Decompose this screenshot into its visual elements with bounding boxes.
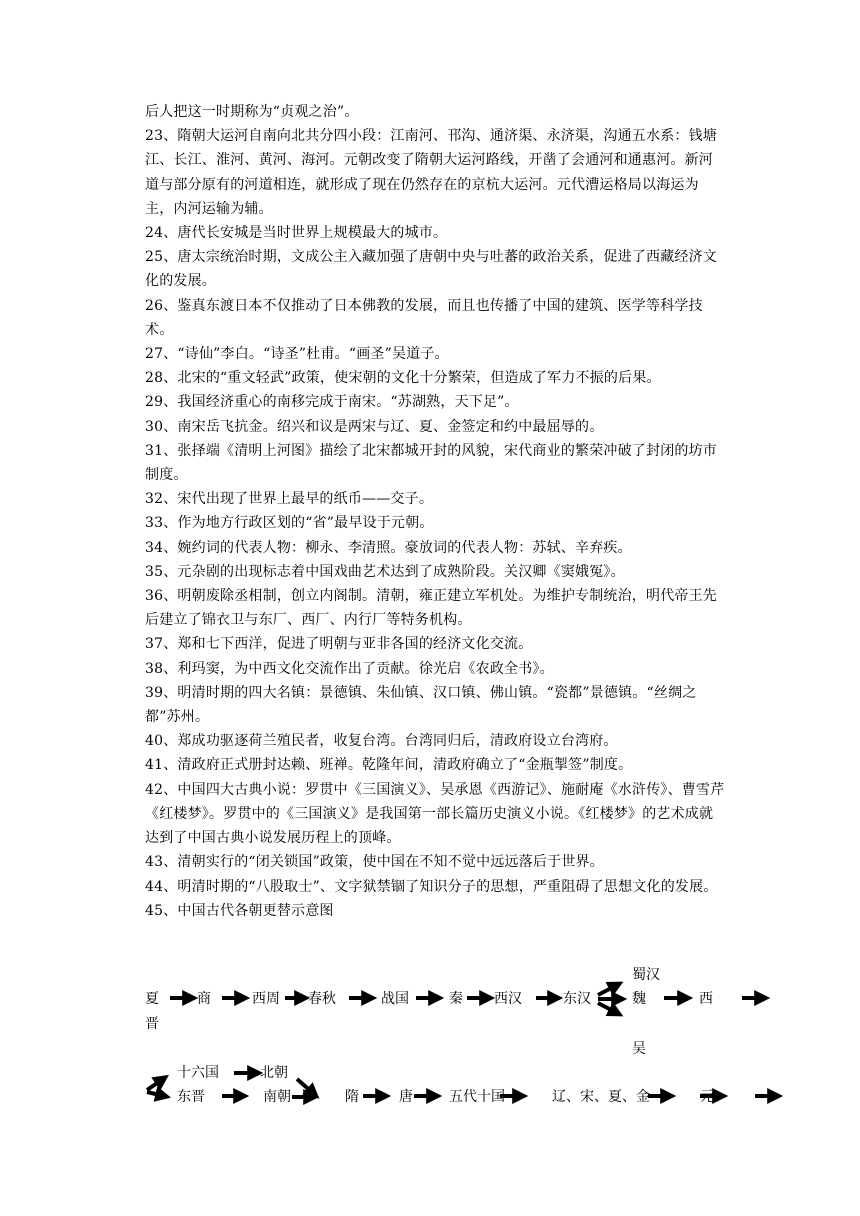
arrow-icon xyxy=(147,1092,164,1096)
paragraph: 34、婉约词的代表人物：柳永、李清照。豪放词的代表人物：苏轼、辛弃疾。 xyxy=(145,539,632,556)
dynasty-nanchao: 南朝 xyxy=(263,1089,291,1105)
paragraph: 32、宋代出现了世界上最早的纸币——交子。 xyxy=(145,491,434,508)
paragraph: 28、北宋的“重文轻武”政策，使宋朝的文化十分繁荣，但造成了军力不振的后果。 xyxy=(145,370,661,387)
paragraph: 38、利玛窦，为中西文化交流作出了贡献。徐光启《农政全书》。 xyxy=(145,660,554,677)
dynasty-qin: 秦 xyxy=(449,991,463,1007)
paragraph: 39、明清时期的四大名镇：景德镇、朱仙镇、汉口镇、佛山镇。“瓷都”景德镇。“丝绸之都”苏州。 xyxy=(145,684,697,726)
dynasty-xihan: 西汉 xyxy=(494,991,522,1007)
arrow-icon xyxy=(598,1003,617,1013)
paragraph: 42、中国四大古典小说：罗贯中《三国演义》、吴承恩《西游记》、施耐庵《水浒传》、曹雪芹《红楼梦》。罗贯中的《三国演义》是我国第一部长篇历史演义小说。《红楼梦》的艺术成就达到了中国古典小说发展历程上的顶峰。 xyxy=(145,781,725,847)
arrow-icon xyxy=(297,1079,314,1094)
paragraph: 24、唐代长安城是当时世界上规模最大的城市。 xyxy=(145,225,448,242)
dynasty-wudai: 五代十国 xyxy=(449,1089,505,1105)
dynasty-liaosong: 辽、宋、夏、金 xyxy=(552,1089,650,1105)
paragraph: 27、“诗仙”李白。“诗圣”杜甫。“画圣”吴道子。 xyxy=(145,346,449,363)
paragraph: 36、明朝废除丞相制，创立内阁制。清朝，雍正建立军机处。为维护专制统治，明代帝王先后建立了锦衣卫与东厂、西厂、内行厂等特务机构。 xyxy=(145,588,718,629)
paragraph: 29、我国经济重心的南移完成于南宋。“苏湖熟，天下足”。 xyxy=(145,394,519,411)
dynasty-sui: 隋 xyxy=(345,1089,359,1105)
paragraph: 41、清政府正式册封达赖、班禅。乾隆年间，清政府确立了“金瓶掣签”制度。 xyxy=(145,757,633,774)
paragraph: 43、清朝实行的“闭关锁国”政策，使中国在不知不觉中远远落后于世界。 xyxy=(145,854,604,871)
paragraph: 35、元杂剧的出现标志着中国戏曲艺术达到了成熟阶段。关汉卿《窦娥冤》。 xyxy=(145,563,625,580)
dynasty-shiliuguo: 十六国 xyxy=(177,1065,219,1081)
paragraph: 33、作为地方行政区划的“省”最早设于元朝。 xyxy=(145,515,434,532)
dynasty-jin: 晋 xyxy=(145,1016,159,1032)
paragraph: 31、张择端《清明上河图》描绘了北宋都城开封的风貌，宋代商业的繁荣冲破了封闭的坊市制度。 xyxy=(145,442,718,484)
paragraph: 26、鉴真东渡日本不仅推动了日本佛教的发展，而且也传播了中国的建筑、医学等科学技术。 xyxy=(145,297,703,338)
dynasty-xia: 夏 xyxy=(145,991,159,1007)
dynasty-wu: 吴 xyxy=(632,1041,646,1057)
dynasty-tang: 唐 xyxy=(399,1089,413,1105)
dynasty-dongjin: 东晋 xyxy=(177,1089,205,1105)
dynasty-donghan: 东汉 xyxy=(563,991,591,1007)
paragraph: 后人把这一时期称为“贞观之治”。 xyxy=(145,104,359,120)
dynasty-beichao: 北朝 xyxy=(260,1065,288,1081)
paragraph: 25、唐太宗统治时期，文成公主入藏加强了唐朝中央与吐蕃的政治关系，促进了西藏经济文化的发展。 xyxy=(145,249,718,290)
dynasty-xi: 西 xyxy=(699,991,713,1007)
paragraph: 23、隋朝大运河自南向北共分四小段：江南河、邗沟、通济渠、永济渠，沟通五水系：钱塘江、长江、淮河、黄河、海河。元朝改变了隋朝大运河路线，开凿了会通河和通惠河。新河道与部分原有的河道相连，就形成了现在仍然存在的京杭大运河。元代漕运格局以海运为主，内河运输为辅。 xyxy=(145,128,718,217)
paragraph: 45、中国古代各朝更替示意图 xyxy=(145,902,334,919)
paragraph: 37、郑和七下西洋，促进了明朝与亚非各国的经济文化交流。 xyxy=(145,636,533,653)
dynasty-shuhan: 蜀汉 xyxy=(632,967,660,983)
dynasty-yuan: 元 xyxy=(700,1089,714,1105)
dynasty-shang: 商 xyxy=(197,991,211,1007)
dynasty-wei: 魏 xyxy=(632,991,646,1007)
paragraph: 44、明清时期的“八股取士”、文字狱禁锢了知识分子的思想，严重阻碍了思想文化的发展。 xyxy=(145,878,718,895)
arrow-icon xyxy=(147,1079,163,1090)
paragraph: 40、郑成功驱逐荷兰殖民者，收复台湾。台湾同归后，清政府设立台湾府。 xyxy=(145,733,618,750)
dynasty-zhanguo: 战国 xyxy=(381,991,409,1007)
dynasty-chunqiu: 春秋 xyxy=(308,991,336,1007)
arrow-icon xyxy=(598,985,617,995)
dynasty-xizhou: 西周 xyxy=(252,991,280,1007)
paragraph: 30、南宋岳飞抗金。绍兴和议是两宋与辽、夏、金签定和约中最屈辱的。 xyxy=(145,418,604,435)
